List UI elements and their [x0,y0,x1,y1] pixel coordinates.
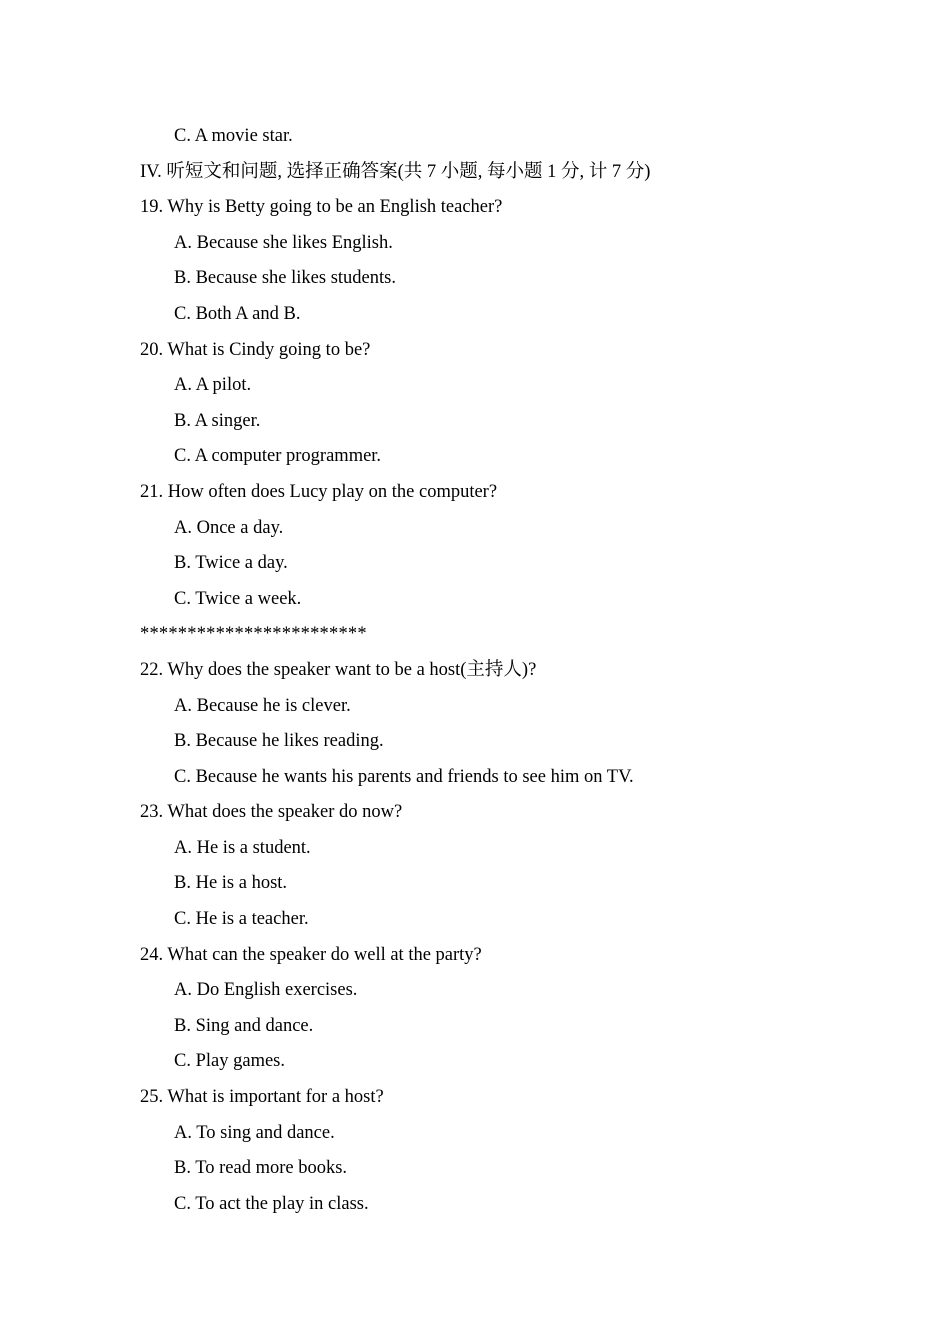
option-a-20: A. A pilot. [174,375,252,396]
option-b-25: B. To read more books. [174,1158,348,1179]
option-b-21: B. Twice a day. [174,553,288,574]
option-c-18: C. A movie star. [174,126,293,146]
option-b-20: B. A singer. [174,410,261,431]
option-a-25: A. To sing and dance. [174,1122,335,1143]
exam-page [0,119,950,1222]
option-b-24: B. Sing and dance. [174,1015,314,1036]
option-c-20: C. A computer programmer. [174,446,382,467]
question-24: 24. What can the speaker do well at the party? [140,944,482,965]
option-a-21: A. Once a day. [174,517,284,538]
option-a-23: A. He is a student. [174,837,311,858]
option-c-22: C. Because he wants his parents and friends to see him on TV. [174,766,634,787]
separator-stars: ************************ [140,624,367,645]
option-b-19: B. Because she likes students. [174,268,396,289]
option-a-22: A. Because he is clever. [174,695,351,716]
option-c-25: C. To act the play in class. [174,1193,369,1214]
option-c-23: C. He is a teacher. [174,909,309,930]
option-a-24: A. Do English exercises. [174,980,358,1001]
section-iv-heading: IV. 听短文和问题, 选择正确答案(共 7 小题, 每小题 1 分, 计 7 分) [140,161,651,182]
question-25: 25. What is important for a host? [140,1087,384,1108]
option-b-22: B. Because he likes reading. [174,731,384,752]
option-c-24: C. Play games. [174,1051,285,1072]
option-c-19: C. Both A and B. [174,303,301,324]
question-23: 23. What does the speaker do now? [140,802,403,823]
option-a-19: A. Because she likes English. [174,232,393,253]
question-20: 20. What is Cindy going to be? [140,339,371,360]
question-22: 22. Why does the speaker want to be a host(主持人)? [140,659,537,680]
option-c-21: C. Twice a week. [174,588,302,609]
question-21: 21. How often does Lucy play on the computer? [140,481,498,502]
question-19: 19. Why is Betty going to be an English teacher? [140,197,503,218]
option-b-23: B. He is a host. [174,873,288,894]
